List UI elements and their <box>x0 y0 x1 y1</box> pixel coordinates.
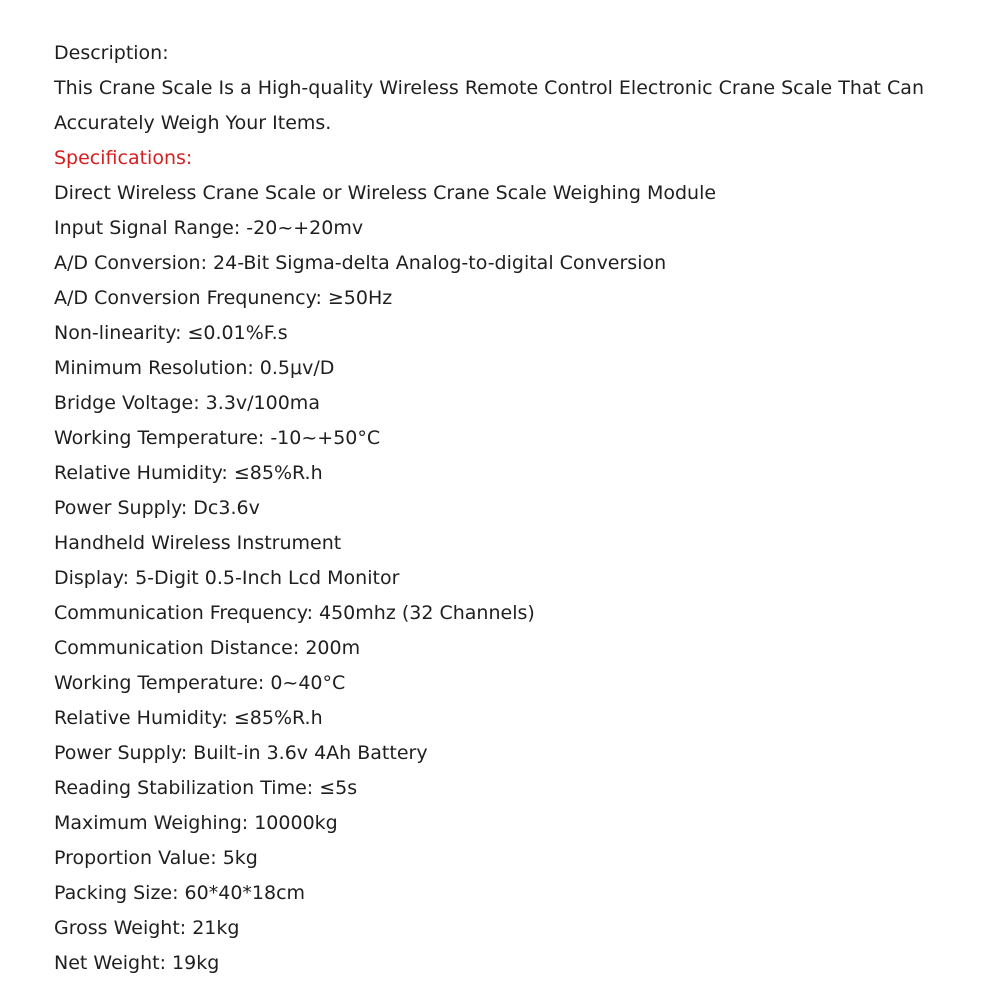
spec-item: Bridge Voltage: 3.3v/100ma <box>54 392 320 414</box>
spec-item: Relative Humidity: ≤85%R.h <box>54 462 323 484</box>
spec-item: Non-linearity: ≤0.01%F.s <box>54 322 288 344</box>
product-description-document <box>54 36 974 981</box>
specifications-heading: Specifications: <box>54 147 193 169</box>
spec-item: A/D Conversion: 24-Bit Sigma-delta Analog-to-digital Conversion <box>54 252 667 274</box>
description-line-1: This Crane Scale Is a High-quality Wireless Remote Control Electronic Crane Scale That Can <box>54 77 924 99</box>
specifications-list <box>54 176 974 981</box>
spec-item: Relative Humidity: ≤85%R.h <box>54 707 323 729</box>
spec-item: Working Temperature: -10~+50°C <box>54 427 381 449</box>
spec-item: Maximum Weighing: 10000kg <box>54 812 338 834</box>
spec-item: Direct Wireless Crane Scale or Wireless Crane Scale Weighing Module <box>54 182 717 204</box>
description-line-2: Accurately Weigh Your Items. <box>54 112 332 134</box>
spec-item: Communication Frequency: 450mhz (32 Channels) <box>54 602 535 624</box>
spec-item: Handheld Wireless Instrument <box>54 532 342 554</box>
spec-item: Gross Weight: 21kg <box>54 917 240 939</box>
spec-item: Packing Size: 60*40*18cm <box>54 882 306 904</box>
spec-item: Working Temperature: 0~40°C <box>54 672 346 694</box>
spec-item: Net Weight: 19kg <box>54 952 220 974</box>
spec-item: Minimum Resolution: 0.5μv/D <box>54 357 335 379</box>
spec-item: Power Supply: Dc3.6v <box>54 497 260 519</box>
spec-item: Communication Distance: 200m <box>54 637 361 659</box>
spec-item: Power Supply: Built-in 3.6v 4Ah Battery <box>54 742 428 764</box>
spec-item: Reading Stabilization Time: ≤5s <box>54 777 358 799</box>
spec-item: Proportion Value: 5kg <box>54 847 258 869</box>
spec-item: Input Signal Range: -20~+20mv <box>54 217 364 239</box>
spec-item: A/D Conversion Frequnency: ≥50Hz <box>54 287 393 309</box>
description-heading: Description: <box>54 42 169 64</box>
spec-item: Display: 5-Digit 0.5-Inch Lcd Monitor <box>54 567 400 589</box>
